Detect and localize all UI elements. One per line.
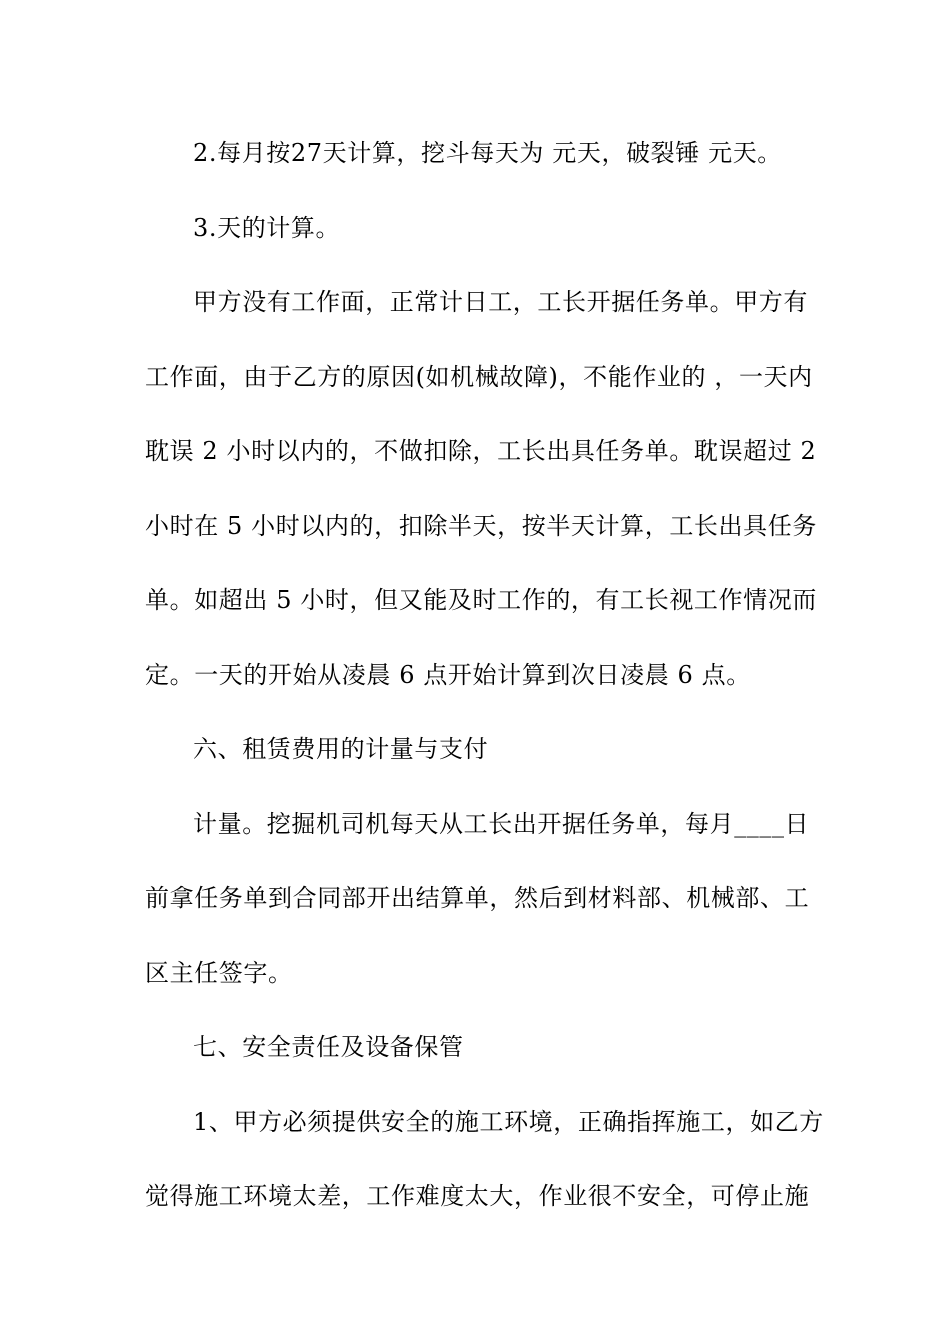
paragraph-line-workface-cont-4: 单。如超出 5 小时，但又能及时工作的，有工长视工作情况而 — [145, 586, 817, 614]
paragraph-line-measurement-cont-2: 区主任签字。 — [145, 959, 293, 987]
paragraph-line-measurement-cont-1: 前拿任务单到合同部开出结算单，然后到材料部、机械部、工 — [145, 884, 810, 912]
section-heading-rental-fees: 六、租赁费用的计量与支付 — [193, 735, 489, 763]
paragraph-line-safety-1: 1、甲方必须提供安全的施工环境，正确指挥施工，如乙方 — [193, 1108, 824, 1136]
paragraph-line-measurement: 计量。挖掘机司机每天从工长出开据任务单，每月____日 — [193, 810, 810, 838]
paragraph-line-workface-cont-3: 小时在 5 小时以内的，扣除半天，按半天计算，工长出具任务 — [145, 512, 817, 540]
paragraph-line-workface-cont-1: 工作面，由于乙方的原因(如机械故障)，不能作业的 ，一天内 — [145, 363, 813, 391]
paragraph-line-daily-rate: 2.每月按27天计算，挖斗每天为 元天，破裂锤 元天。 — [193, 139, 782, 167]
paragraph-line-day-calculation-heading: 3.天的计算。 — [193, 214, 341, 242]
paragraph-line-workface-cont-5: 定。一天的开始从凌晨 6 点开始计算到次日凌晨 6 点。 — [145, 661, 751, 689]
paragraph-line-safety-1-cont: 觉得施工环境太差，工作难度太大，作业很不安全，可停止施 — [145, 1182, 810, 1210]
paragraph-line-workface-cont-2: 耽误 2 小时以内的，不做扣除，工长出具任务单。耽误超过 2 — [145, 437, 817, 465]
section-heading-safety: 七、安全责任及设备保管 — [193, 1033, 464, 1061]
paragraph-line-workface: 甲方没有工作面，正常计日工，工长开据任务单。甲方有 — [193, 288, 808, 316]
